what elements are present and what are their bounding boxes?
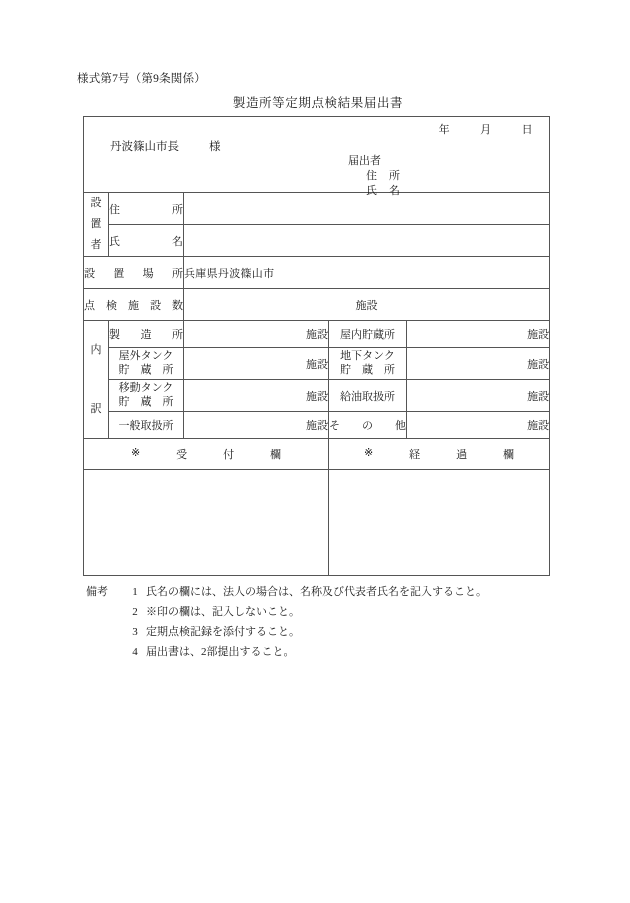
receipt-header-char-2: 受 — [176, 449, 188, 461]
progress-column-header — [329, 439, 550, 470]
date-month-label: 月 — [480, 124, 492, 136]
breakdown-left-unit-4: 施設 — [306, 420, 328, 432]
breakdown-right-label-1-text: 屋内貯蔵所 — [340, 329, 395, 341]
progress-header-char-3: 過 — [456, 449, 468, 461]
remarks-item — [86, 622, 487, 642]
progress-box[interactable] — [329, 470, 550, 576]
form-header-row — [84, 117, 550, 193]
breakdown-right-label-3 — [329, 380, 407, 412]
breakdown-row — [84, 380, 550, 412]
breakdown-right-unit-3: 施設 — [527, 390, 550, 403]
receipt-header-char-1: ※ — [131, 447, 141, 459]
breakdown-right-unit-2: 施設 — [527, 358, 550, 371]
installer-address-row — [84, 193, 550, 225]
breakdown-left-unit-2: 施設 — [306, 358, 328, 371]
breakdown-right-label-2-line2: 貯 蔵 所 — [340, 363, 395, 376]
notification-form-table — [83, 116, 550, 576]
location-label — [84, 257, 184, 289]
breakdown-right-label-3-text: 給油取扱所 — [340, 390, 395, 403]
installer-name-value[interactable] — [184, 225, 550, 257]
remarks-number-2: 2 — [132, 606, 138, 618]
breakdown-left-label-1: 製 造 所 — [109, 321, 184, 348]
breakdown-right-unit-1: 施設 — [527, 329, 550, 341]
remarks-text-4: 届出書は、2部提出すること。 — [146, 646, 295, 658]
remarks-label: 備考 — [86, 586, 108, 598]
breakdown-row — [84, 321, 550, 348]
breakdown-right-label-2 — [329, 348, 407, 380]
breakdown-left-unit-1: 施設 — [306, 329, 328, 341]
breakdown-group-label — [84, 321, 109, 439]
declarant-block — [348, 154, 401, 199]
facility-count-value[interactable] — [184, 289, 550, 321]
date-line — [439, 121, 534, 137]
breakdown-right-value-3[interactable] — [407, 380, 550, 412]
breakdown-left-value-2[interactable] — [184, 348, 329, 380]
breakdown-right-value-4[interactable] — [407, 412, 550, 439]
breakdown-group-char-2: 訳 — [90, 402, 102, 415]
facility-count-unit: 施設 — [355, 299, 378, 312]
progress-column-header-text — [364, 446, 514, 462]
addressee-name: 丹波篠山市長 — [110, 141, 179, 153]
remarks-number-3: 3 — [132, 626, 138, 638]
form-number: 様式第7号（第9条関係） — [77, 73, 206, 85]
receipt-column-header-text — [131, 446, 281, 462]
progress-header-char-2: 経 — [409, 449, 421, 461]
date-day-label: 日 — [521, 124, 534, 136]
installer-address-label-text: 住 所 — [109, 203, 183, 216]
remarks-text-2: ※印の欄は、記入しないこと。 — [146, 606, 300, 618]
installer-name-row — [84, 225, 550, 257]
installer-address-label — [109, 193, 184, 225]
breakdown-left-unit-3: 施設 — [306, 390, 328, 403]
page-title — [0, 93, 630, 111]
receipt-column-header — [84, 439, 329, 470]
declarant-address-label: 住 所 — [366, 170, 401, 182]
location-row — [84, 257, 550, 289]
breakdown-left-label-2-line1: 屋外タンク — [118, 349, 174, 362]
progress-header-char-1: ※ — [364, 447, 374, 459]
installer-name-label — [109, 225, 184, 257]
breakdown-left-label-3-line2: 貯 蔵 所 — [118, 395, 174, 408]
installer-group-char-3: 者 — [90, 239, 102, 252]
receipt-box[interactable] — [84, 470, 329, 576]
breakdown-left-value-3[interactable] — [184, 380, 329, 412]
location-label-text: 設 置 場 所 — [84, 267, 183, 280]
addressee-line — [110, 138, 221, 154]
breakdown-right-value-1[interactable] — [407, 321, 550, 348]
remarks-label-spacer — [86, 622, 124, 642]
progress-header-char-4: 欄 — [503, 449, 515, 461]
breakdown-right-label-1 — [329, 321, 407, 348]
breakdown-left-label-3 — [109, 380, 184, 412]
official-use-header-row — [84, 439, 550, 470]
addressee-honorific: 様 — [209, 141, 221, 153]
receipt-header-char-3: 付 — [223, 449, 235, 461]
remarks-text-1: 氏名の欄には、法人の場合は、名称及び代表者氏名を記入すること。 — [146, 586, 487, 598]
receipt-header-char-4: 欄 — [269, 449, 281, 461]
remarks-text-3: 定期点検記録を添付すること。 — [146, 626, 300, 638]
breakdown-left-label-2-line2: 貯 蔵 所 — [118, 363, 174, 376]
remarks-label-spacer — [86, 642, 124, 662]
declarant-name-label: 氏 名 — [366, 185, 401, 197]
installer-name-label-text: 氏 名 — [109, 235, 183, 248]
header-cell — [84, 117, 550, 197]
date-year-label: 年 — [438, 124, 451, 136]
breakdown-right-value-2[interactable] — [407, 348, 550, 380]
remarks-number-4: 4 — [132, 646, 138, 658]
breakdown-left-value-4[interactable] — [184, 412, 329, 439]
breakdown-right-label-2-line1: 地下タンク — [340, 349, 395, 362]
installer-group-char-1: 設 — [90, 197, 102, 210]
breakdown-right-unit-4: 施設 — [527, 420, 550, 432]
breakdown-left-value-1[interactable] — [184, 321, 329, 348]
breakdown-right-label-4: そ の 他 — [329, 412, 407, 439]
remarks-item — [86, 602, 487, 622]
breakdown-left-label-2 — [109, 348, 184, 380]
breakdown-group-char-1: 内 — [90, 344, 102, 357]
remarks-label-spacer — [86, 602, 124, 622]
breakdown-row — [84, 412, 550, 439]
remarks-item — [86, 642, 487, 662]
location-value[interactable]: 兵庫県丹波篠山市 — [184, 257, 550, 289]
official-use-body-row — [84, 470, 550, 576]
breakdown-left-label-4 — [109, 412, 184, 439]
installer-group-char-2: 置 — [90, 218, 102, 231]
breakdown-left-label-3-line1: 移動タンク — [118, 381, 174, 394]
declarant-label: 届出者 — [348, 155, 381, 167]
installer-group-label — [84, 193, 109, 257]
facility-count-label — [84, 289, 184, 321]
remarks-number-1: 1 — [132, 586, 138, 598]
breakdown-left-label-4-text: 一般取扱所 — [118, 420, 174, 432]
facility-count-row — [84, 289, 550, 321]
breakdown-row — [84, 348, 550, 380]
remarks-section — [86, 582, 487, 662]
remarks-item — [86, 582, 487, 602]
facility-count-label-text: 点 検 施 設 数 — [84, 299, 183, 312]
page-title-text: 製造所等定期点検結果届出書 — [232, 96, 404, 110]
